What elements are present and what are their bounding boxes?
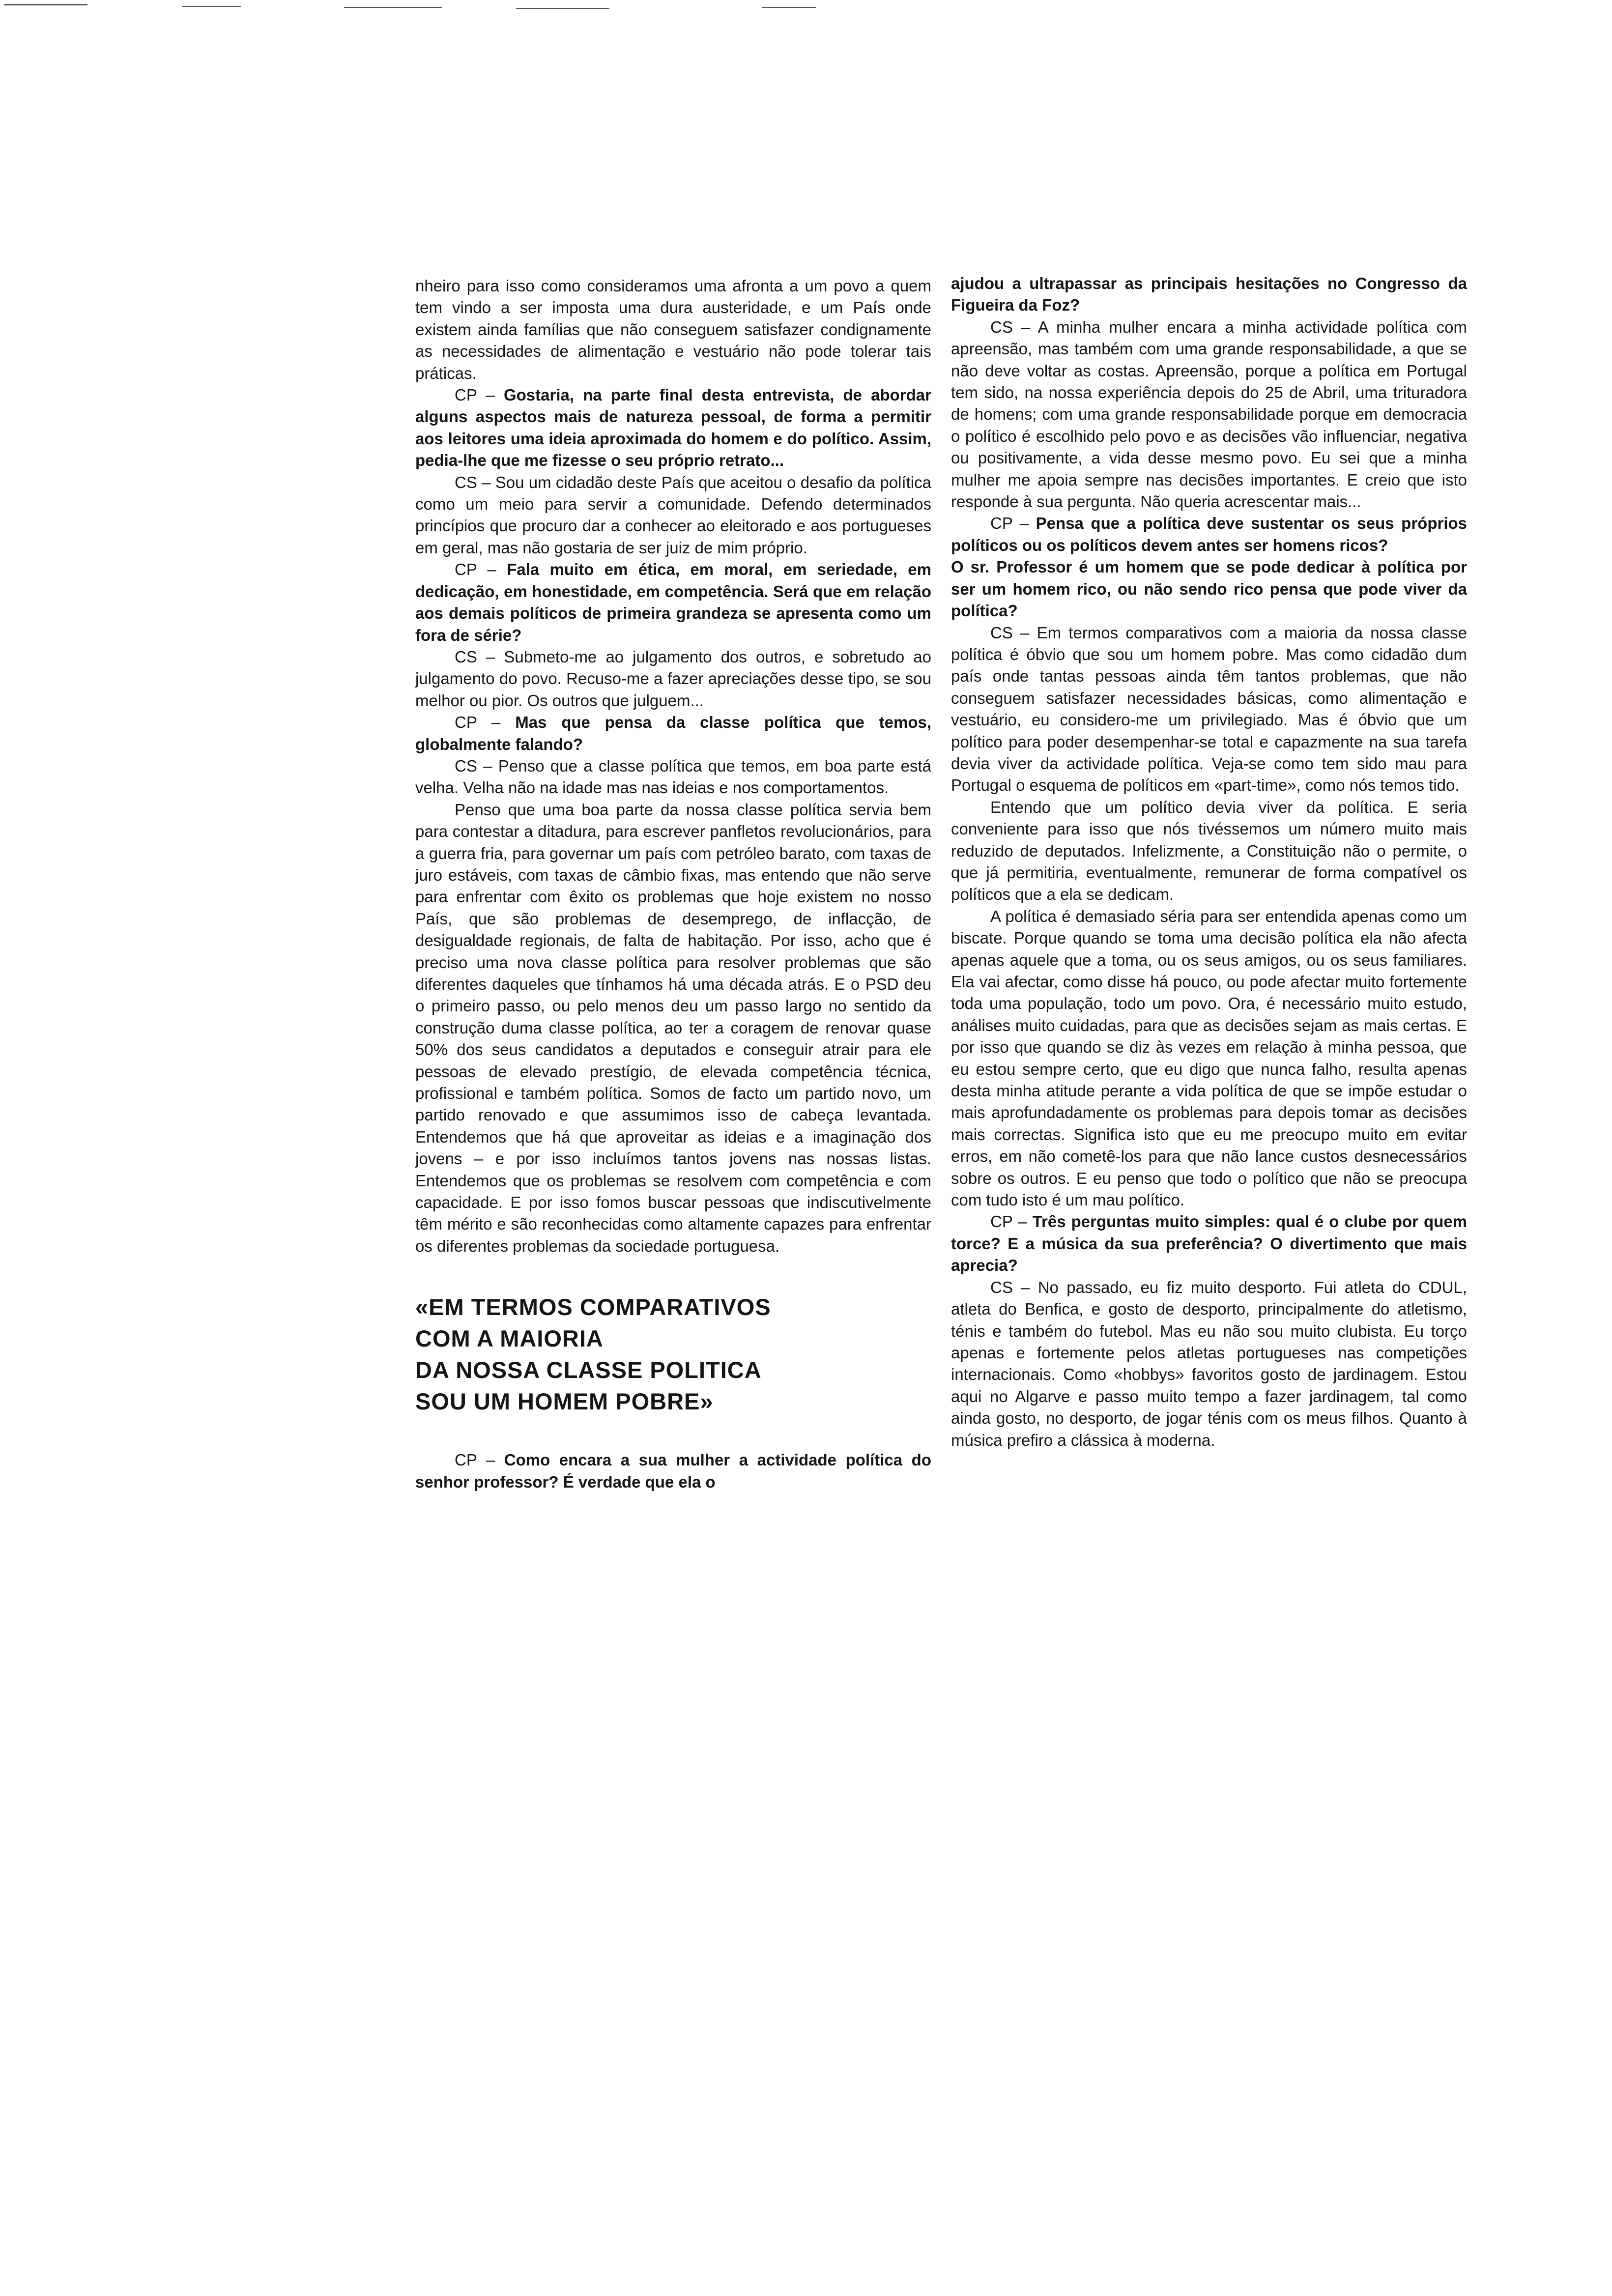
pull-quote-line: COM A MAIORIA bbox=[415, 1325, 604, 1352]
pull-quote-line: DA NOSSA CLASSE POLITICA bbox=[415, 1357, 762, 1383]
paragraph: nheiro para isso como consideramos uma afronta a um povo a quem tem vindo a ser imposta uma dura austeridade, e um País onde existem ainda famílias que não conseguem satisfazer condignamente as necessidades de alimentação e vestuário não pode tolerar tais práticas. bbox=[415, 277, 931, 382]
scan-artifact bbox=[762, 7, 816, 8]
interview-answer: CS – A minha mulher encara a minha actividade política com apreensão, mas também com uma grande responsabilidade, a que se não deve voltar as costas. Apreensão, porque a política em Portugal tem sido, na nossa experiência depois do 25 de Abril, uma trituradora de homens; com uma grande responsabilidade porque em democracia o político é escolhido pelo povo e as decisões vão influenciar, negativa ou positivamente, a vida desse mesmo povo. Eu sei que a minha mulher me apoia sempre nas decisões importantes. E creio que isto responde à sua pergunta. Não queria acrescentar mais... bbox=[951, 317, 1467, 511]
interview-answer: CS – Em termos comparativos com a maioria da nossa classe política é óbvio que sou um homem pobre. Mas como cidadão dum país onde tantas pessoas ainda têm tantos problemas, que não conseguem satisfazer necessidades básicas, como alimentação e vestuário, eu considero-me um privilegiado. Mas é óbvio que um político para poder desempenhar-se total e capazmente na sua tarefa devia viver da actividade política. Veja-se como tem sido mau para Portugal o esquema de políticos em «part-time», como nós temos tido. bbox=[951, 623, 1467, 795]
interview-answer: CS – Sou um cidadão deste País que aceitou o desafio da política como um meio para servir a comunidade. Defendo determinados princípios que procuro dar a conhecer ao eleitorado e aos portugueses em geral, mas não gostaria de ser juiz de mim próprio. bbox=[415, 473, 931, 557]
interview-question: CP – Fala muito em ética, em moral, em seriedade, em dedicação, em honestidade, em competência. Será que em relação aos demais políticos de primeira grandeza se apresenta como um fora de série? bbox=[415, 560, 931, 644]
interview-question: CP – Pensa que a política deve sustentar os seus próprios políticos ou os políticos devem antes ser homens ricos? bbox=[951, 514, 1468, 554]
scan-artifact bbox=[182, 6, 241, 7]
pull-quote bbox=[415, 1292, 931, 1417]
pull-quote-line: «EM TERMOS COMPARATIVOS bbox=[415, 1294, 771, 1320]
interview-answer: Penso que uma boa parte da nossa classe política servia bem para contestar a ditadura, para escrever panfletos revolucionários, para a guerra fria, para governar um país com petróleo barato, com taxas de juro estáveis, com taxas de câmbio fixas, mas entendo que não serve para enfrentar com êxito os problemas que hoje existem no nosso País, que são problemas de desemprego, de inflacção, de desigualdade regionais, de falta de habitação. Por isso, acho que é preciso uma nova classe política para resolver problemas que são diferentes daqueles que tínhamos há uma década atrás. E o PSD deu o primeiro passo, ou pelo menos deu um passo largo no sentido da construção duma classe política, ao ter a coragem de renovar quase 50% dos seus candidatos a deputados e conseguir atrair para ele pessoas de elevado prestígio, de elevada competência técnica, profissional e também política. Somos de facto um partido novo, um partido renovado e que assumimos isso de cabeça levantada. Entendemos que há que aproveitar as ideias e a imaginação dos jovens – e por isso incluímos tantos jovens nas nossas listas. Entendemos que os problemas se resolvem com competência e com capacidade. E por isso fomos buscar pessoas que indiscutivelmente têm mérito e são reconhecidas como altamente capazes para enfrentar os diferentes problemas da sociedade portuguesa. bbox=[415, 800, 931, 1255]
scan-artifact bbox=[344, 7, 442, 8]
interview-question: CP – Mas que pensa da classe política que temos, globalmente falando? bbox=[415, 713, 932, 753]
interview-question: O sr. Professor é um homem que se pode dedicar à política por ser um homem rico, ou não sendo rico pensa que pode viver da política? bbox=[951, 558, 1467, 620]
interview-answer: CS – Penso que a classe política que temos, em boa parte está velha. Velha não na idade mas nas ideias e nos comportamentos. bbox=[415, 756, 931, 797]
scan-artifact bbox=[516, 8, 609, 9]
right-column bbox=[951, 273, 1467, 1451]
interview-answer: Entendo que um político devia viver da política. E seria conveniente para isso que nós tivéssemos um número muito mais reduzido de deputados. Infelizmente, a Constituição não o permite, o que já permitiria, eventualmente, remunerar de forma compatível os políticos que a ela se dedicam. bbox=[951, 798, 1467, 904]
interview-answer: A política é demasiado séria para ser entendida apenas como um biscate. Porque quando se toma uma decisão política ela não afecta apenas aquele que a toma, ou os seus amigos, ou os seus familiares. Ela vai afectar, como disse há pouco, ou pode afectar muito fortemente toda uma população, todo um povo. Ora, é necessário muito estudo, análises muito cuidadas, para que as decisões sejam as mais certas. E por isso que quando se diz às vezes em relação à minha pessoa, que eu estou sempre certo, que eu digo que nunca falho, resulta apenas desta minha atitude perante a vida política de que se impõe estudar o mais aprofundadamente os problemas para depois tomar as decisões mais correctas. Significa isto que eu me preocupo muito em evitar erros, em não cometê-los para que não lance custos desnecessários sobre os outros. E eu penso que todo o político que não se preocupa com tudo isto é um mau político. bbox=[951, 907, 1467, 1209]
interview-question: CP – Gostaria, na parte final desta entrevista, de abordar alguns aspectos mais de natureza pessoal, de forma a permitir aos leitores uma ideia aproximada do homem e do político. Assim, pedia-lhe que me fizesse o seu próprio retrato... bbox=[415, 386, 932, 470]
interview-question: ajudou a ultrapassar as principais hesitações no Congresso da Figueira da Foz? bbox=[951, 274, 1467, 315]
interview-answer: CS – Submeto-me ao julgamento dos outros, e sobretudo ao julgamento do povo. Recuso-me a fazer apreciações desse tipo, se sou melhor ou pior. Os outros que julguem... bbox=[415, 647, 931, 710]
interview-question: CP – Três perguntas muito simples: qual é o clube por quem torce? E a música da sua preferência? O divertimento que mais aprecia? bbox=[951, 1212, 1467, 1275]
interview-question: CP – Como encara a sua mulher a actividade política do senhor professor? É verdade que ela o bbox=[415, 1451, 931, 1491]
scan-artifact bbox=[4, 4, 87, 5]
pull-quote-line: SOU UM HOMEM POBRE» bbox=[415, 1388, 714, 1415]
interview-answer: CS – No passado, eu fiz muito desporto. Fui atleta do CDUL, atleta do Benfica, e gosto de desporto, principalmente do atletismo, ténis e também do futebol. Mas eu não sou muito clubista. Eu torço apenas e fortemente pelos atletas portugueses nas competições internacionais. Como «hobbys» favoritos gosto de jardinagem. Estou aqui no Algarve e passo muito tempo a fazer jardinagem, tal como ainda gosto, no desporto, de jogar ténis com os meus filhos. Quanto à música prefiro a clássica à moderna. bbox=[951, 1278, 1467, 1449]
left-column bbox=[415, 275, 931, 1493]
